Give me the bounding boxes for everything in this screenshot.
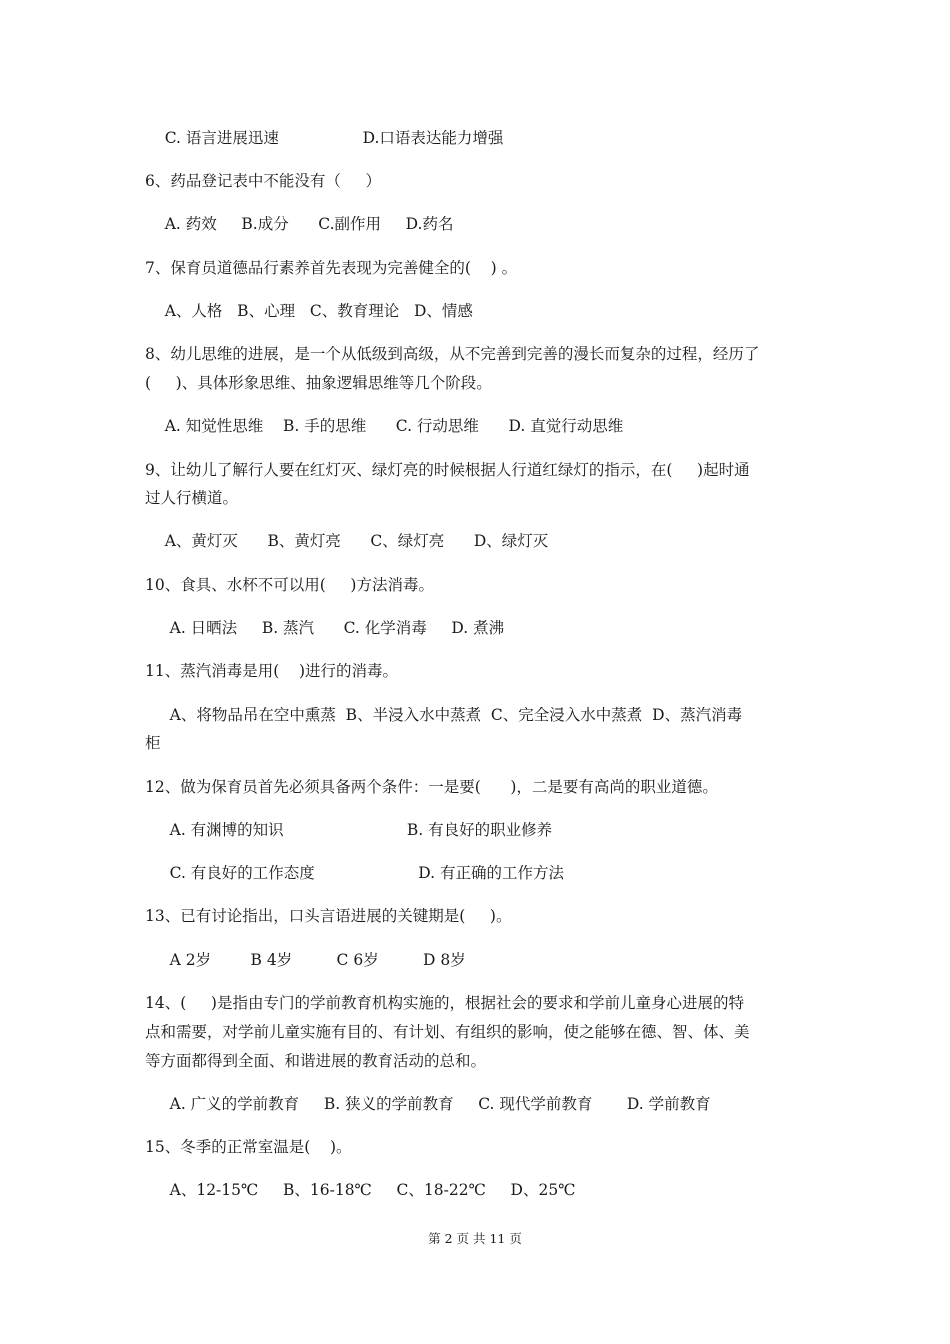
q6-options: A. 药效 B.成分 C.副作用 D.药名 (145, 215, 454, 233)
q12-question: 12、做为保育员首先必须具备两个条件：一是要( )，二是要有高尚的职业道德。 (145, 778, 718, 796)
q10-options: A. 日晒法 B. 蒸汽 C. 化学消毒 D. 煮沸 (145, 619, 505, 637)
q11-options-line1: A、将物品吊在空中熏蒸 B、半浸入水中蒸煮 C、完全浸入水中蒸煮 D、蒸汽消毒 (145, 706, 743, 724)
q6-question: 6、药品登记表中不能没有（ ） (145, 172, 381, 190)
q9-options: A、黄灯灭 B、黄灯亮 C、绿灯亮 D、绿灯灭 (145, 532, 549, 550)
q13-question: 13、已有讨论指出，口头言语进展的关键期是( )。 (145, 907, 512, 925)
q11-question: 11、蒸汽消毒是用( )进行的消毒。 (145, 662, 399, 680)
q8-question-line1: 8、幼儿思维的进展，是一个从低级到高级，从不完善到完善的漫长而复杂的过程，经历了 (145, 345, 760, 363)
q9-question-line1: 9、让幼儿了解行人要在红灯灭、绿灯亮的时候根据人行道红绿灯的指示，在( )起时通 (145, 461, 750, 479)
q14-question-line2: 点和需要，对学前儿童实施有目的、有计划、有组织的影响，使之能够在德、智、体、美 (145, 1023, 750, 1041)
q13-options: A 2岁 B 4岁 C 6岁 D 8岁 (145, 951, 466, 969)
q8-question-line2: ( )、具体形象思维、抽象逻辑思维等几个阶段。 (145, 374, 492, 392)
q14-question-line1: 14、( )是指由专门的学前教育机构实施的，根据社会的要求和学前儿童身心进展的特 (145, 994, 744, 1012)
page-footer: 第 2 页 共 11 页 (428, 1231, 522, 1246)
q7-question: 7、保育员道德品行素养首先表现为完善健全的( ) 。 (145, 259, 518, 277)
q14-options: A. 广义的学前教育 B. 狭义的学前教育 C. 现代学前教育 D. 学前教育 (145, 1095, 711, 1113)
q15-question: 15、冬季的正常室温是( )。 (145, 1138, 352, 1156)
q14-question-line3: 等方面都得到全面、和谐进展的教育活动的总和。 (145, 1052, 487, 1070)
q7-options: A、人格 B、心理 C、教育理论 D、情感 (145, 302, 473, 320)
q12-options-cd: C. 有良好的工作态度 D. 有正确的工作方法 (145, 864, 564, 882)
q5-options-cd: C. 语言进展迅速 D.口语表达能力增强 (145, 129, 504, 147)
q12-options-ab: A. 有渊博的知识 B. 有良好的职业修养 (145, 821, 553, 839)
q10-question: 10、食具、水杯不可以用( )方法消毒。 (145, 576, 434, 594)
q11-options-line2: 柜 (145, 734, 161, 752)
q8-options: A. 知觉性思维 B. 手的思维 C. 行动思维 D. 直觉行动思维 (145, 417, 624, 435)
q9-question-line2: 过人行横道。 (145, 489, 239, 507)
q15-options: A、12-15℃ B、16-18℃ C、18-22℃ D、25℃ (145, 1181, 576, 1199)
